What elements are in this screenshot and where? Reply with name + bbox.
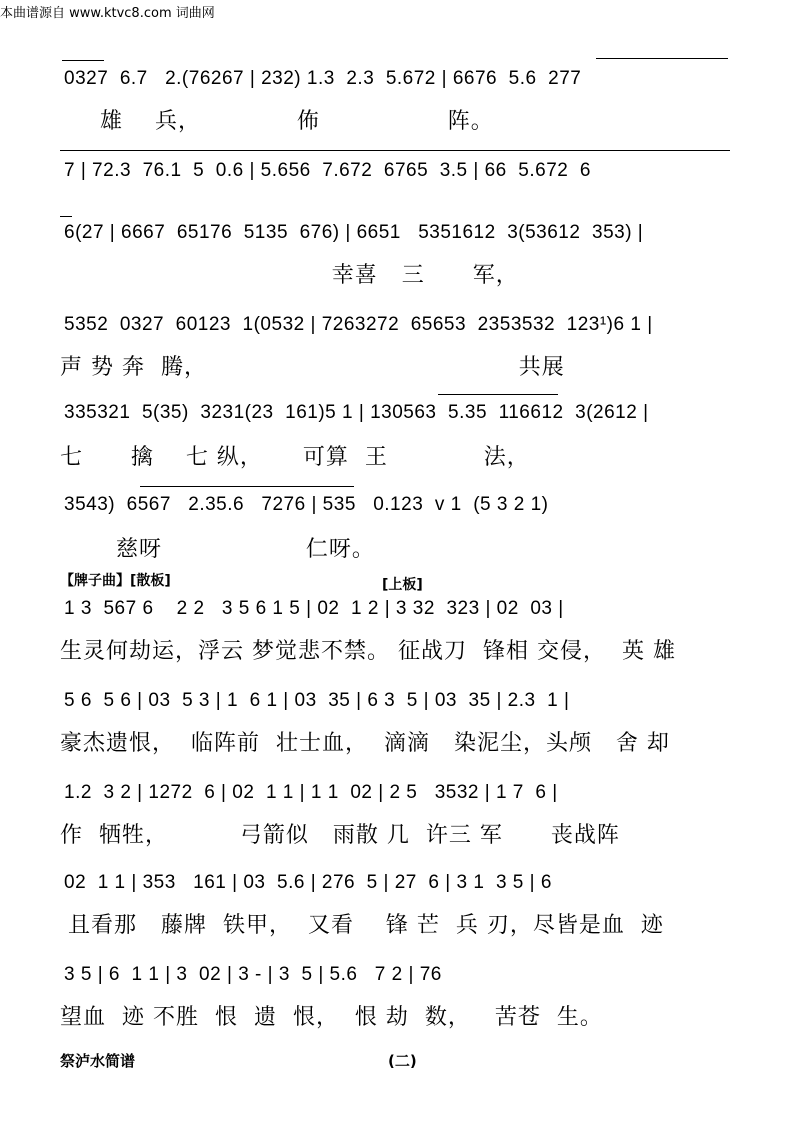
notation-line: 335321 5(35) 3231(23 161)5 1 | 130563 5.35 116612 3(2612 | bbox=[64, 402, 649, 423]
notation-line: 5352 0327 60123 1(0532 | 7263272 65653 2353532 123¹)6 1 | bbox=[64, 314, 653, 335]
notation-line: 0327 6.7 2.(76267 | 232) 1.3 2.3 5.672 | 6676 5.6 277 bbox=[64, 68, 582, 89]
staff-rule bbox=[60, 150, 730, 151]
footer-title: 祭泸水简谱 bbox=[60, 1052, 136, 1070]
lyric-line: 望血 迹 不胜 恨 遗 恨， 恨 劫 数， 苦苍 生。 bbox=[60, 1005, 603, 1030]
tie-line bbox=[596, 58, 728, 59]
tie-line bbox=[438, 394, 558, 395]
source-header: 本曲谱源自 www.ktvc8.com 词曲网 bbox=[0, 6, 215, 21]
lyric-line: 声 势 奔 腾， 共展 bbox=[60, 355, 565, 380]
lyric-line: 慈呀 仁呀。 bbox=[60, 537, 375, 562]
section-label-paizi: 【牌子曲】[散板] bbox=[60, 573, 171, 589]
lyric-line: 雄 兵， 佈 阵。 bbox=[60, 109, 494, 134]
lyric-line: 豪杰遗恨， 临阵前 壮士血， 滴滴 染泥尘，头颅 舍 却 bbox=[60, 731, 670, 756]
notation-line: 5 6 5 6 | 03 5 3 | 1 6 1 | 03 35 | 6 3 5 | 03 35 | 2.3 1 | bbox=[64, 690, 570, 711]
page-number: (二) bbox=[388, 1052, 417, 1070]
notation-line: 02 1 1 | 353 161 | 03 5.6 | 276 5 | 27 6 | 3 1 3 5 | 6 bbox=[64, 872, 552, 893]
tie-line bbox=[140, 486, 354, 487]
section-label-shangban: [上板] bbox=[382, 577, 423, 593]
notation-line: 1 3 567 6 2 2 3 5 6 1 5 | 02 1 2 | 3 32 323 | 02 03 | bbox=[64, 598, 564, 619]
lyric-line: 作 牺牲， 弓箭似 雨散 几 许三 军 丧战阵 bbox=[60, 823, 620, 848]
notation-line: 3543) 6567 2.35.6 7276 | 535 0.123 v 1 (5 3 2 1) bbox=[64, 494, 549, 515]
lyric-line: 且看那 藤牌 铁甲， 又看 锋 芒 兵 刃，尽皆是血 迹 bbox=[60, 913, 664, 938]
lyric-line: 幸喜 三 军， bbox=[60, 263, 519, 288]
notation-line: 1.2 3 2 | 1272 6 | 02 1 1 | 1 1 02 | 2 5 3532 | 1 7 6 | bbox=[64, 782, 558, 803]
tie-line bbox=[60, 216, 72, 217]
notation-line: 6(27 | 6667 65176 5135 676) | 6651 5351612 3(53612 353) | bbox=[64, 222, 644, 243]
lyric-line: 生灵何劫运，浮云 梦觉悲不禁。 征战刀 锋相 交侵， 英 雄 bbox=[60, 639, 676, 664]
notation-line: 3 5 | 6 1 1 | 3 02 | 3 - | 3 5 | 5.6 7 2 | 76 bbox=[64, 964, 442, 985]
lyric-line: 七 擒 七 纵， 可算 王 法， bbox=[60, 445, 530, 470]
tie-line bbox=[62, 60, 104, 61]
notation-line: 7 | 72.3 76.1 5 0.6 | 5.656 7.672 6765 3.5 | 66 5.672 6 bbox=[64, 160, 591, 181]
